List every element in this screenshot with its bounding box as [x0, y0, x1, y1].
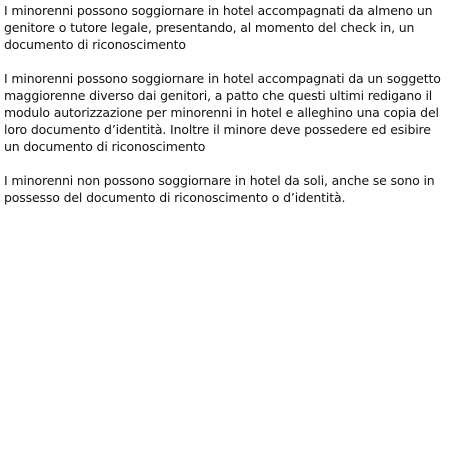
paragraph-unaccompanied: I minorenni non possono soggiornare in hotel da soli, anche se sono in possesso del documento di riconoscimento o d’identità.: [4, 173, 435, 205]
paragraph-accompanied-by-parent: I minorenni possono soggiornare in hotel accompagnati da almeno un genitore o tutore legale, presentando, al momento del check in, un documento di riconoscimento: [4, 3, 433, 52]
paragraph-accompanied-by-other-adult: I minorenni possono soggiornare in hotel accompagnati da un soggetto maggiorenne diverso dai genitori, a patto che questi ultimi redigano il modulo autorizzazione per minorenni in hotel e alleghino una copia del loro documento d’identità. Inoltre il minore deve possedere ed esibire un documento di riconoscimento: [4, 71, 441, 154]
